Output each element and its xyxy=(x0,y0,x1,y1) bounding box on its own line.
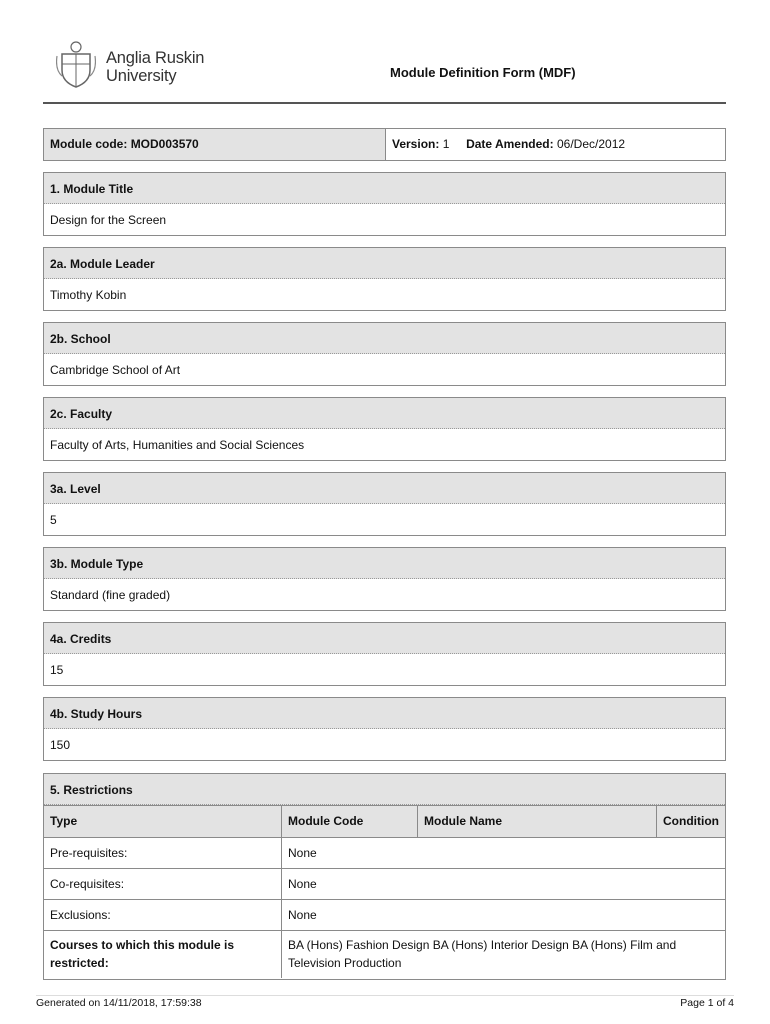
section-heading: 4b. Study Hours xyxy=(44,698,725,729)
column-header-condition: Condition xyxy=(663,814,719,828)
section-heading: 2c. Faculty xyxy=(44,398,725,429)
section-level xyxy=(43,472,726,536)
section-value: 5 xyxy=(50,513,57,527)
version-value: 1 xyxy=(442,137,450,151)
section-heading: 3b. Module Type xyxy=(44,548,725,579)
table-row xyxy=(44,899,725,930)
form-title: Module Definition Form (MDF) xyxy=(390,65,576,80)
courses-value: BA (Hons) Fashion Design BA (Hons) Interior Design BA (Hons) Film and Television Production xyxy=(288,938,677,970)
generated-timestamp: Generated on 14/11/2018, 17:59:38 xyxy=(36,997,202,1009)
version-date-cell xyxy=(386,129,725,160)
restriction-type: Pre-requisites: xyxy=(44,838,282,868)
header-divider xyxy=(43,102,726,104)
restrictions-heading: 5. Restrictions xyxy=(44,774,725,805)
section-credits xyxy=(43,622,726,686)
column-header-module-name: Module Name xyxy=(418,806,657,837)
module-code-box xyxy=(43,128,726,161)
table-row xyxy=(44,837,725,868)
section-module-title xyxy=(43,172,726,236)
section-heading: 1. Module Title xyxy=(44,173,725,204)
restriction-value: None xyxy=(288,908,317,922)
section-value: 15 xyxy=(50,663,64,677)
restrictions-header-row xyxy=(44,805,725,837)
page-number: Page 1 of 4 xyxy=(680,997,734,1009)
version-label: Version: xyxy=(392,137,440,151)
section-value: Faculty of Arts, Humanities and Social Sciences xyxy=(50,438,305,452)
module-code-label: Module code: xyxy=(50,137,128,151)
restrictions-table xyxy=(43,773,726,980)
restriction-value: None xyxy=(288,877,317,891)
crest-icon xyxy=(56,40,96,88)
section-school xyxy=(43,322,726,386)
date-amended-value: 06/Dec/2012 xyxy=(556,137,626,151)
university-logo xyxy=(56,40,226,90)
section-value: 150 xyxy=(50,738,71,752)
logo-text-line-2: University xyxy=(106,67,177,85)
section-heading: 2a. Module Leader xyxy=(44,248,725,279)
restriction-type: Co-requisites: xyxy=(44,869,282,899)
section-module-type xyxy=(43,547,726,611)
column-header-module-code: Module Code xyxy=(282,806,418,837)
section-study-hours xyxy=(43,697,726,761)
section-faculty xyxy=(43,397,726,461)
section-heading: 4a. Credits xyxy=(44,623,725,654)
date-amended-label: Date Amended: xyxy=(466,137,554,151)
restriction-type: Exclusions: xyxy=(44,900,282,930)
section-value: Design for the Screen xyxy=(50,213,167,227)
section-heading: 2b. School xyxy=(44,323,725,354)
courses-label: Courses to which this module is restricted: xyxy=(44,931,282,978)
section-heading: 3a. Level xyxy=(44,473,725,504)
section-module-leader xyxy=(43,247,726,311)
module-code-value: MOD003570 xyxy=(130,137,199,151)
restriction-value: None xyxy=(288,846,317,860)
section-value: Standard (fine graded) xyxy=(50,588,171,602)
courses-row xyxy=(44,930,725,978)
section-value: Cambridge School of Art xyxy=(50,363,181,377)
module-code-cell xyxy=(44,129,386,160)
table-row xyxy=(44,868,725,899)
page-footer xyxy=(36,995,734,1009)
column-header-type: Type xyxy=(44,806,282,837)
section-value: Timothy Kobin xyxy=(50,288,127,302)
logo-text-line-1: Anglia Ruskin xyxy=(106,49,205,67)
